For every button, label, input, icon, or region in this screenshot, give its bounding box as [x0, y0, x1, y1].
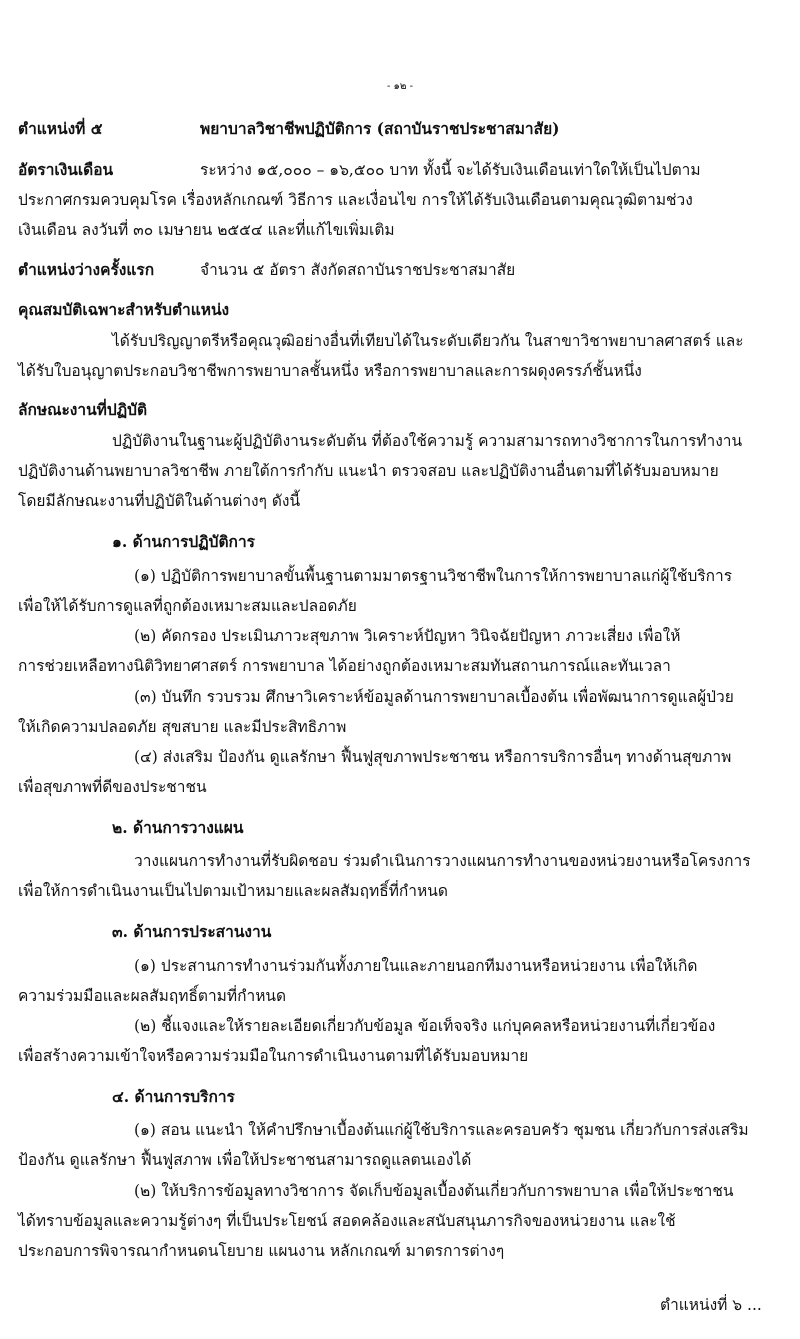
section-line: (๔) ส่งเสริม ป้องกัน ดูแลรักษา ฟื้นฟูสุขภาพประชาชน หรือการบริการอื่นๆ ทางด้านสุขภาพ — [134, 748, 732, 766]
qualification-heading: คุณสมบัติเฉพาะสำหรับตำแหน่ง — [18, 300, 230, 319]
section-line: เพื่อให้การดำเนินงานเป็นไปตามเป้าหมายและผลสัมฤทธิ์ที่กำหนด — [18, 882, 448, 900]
section-line: ความร่วมมือและผลสัมฤทธิ์ตามที่กำหนด — [18, 987, 287, 1005]
salary-label: อัตราเงินเดือน — [18, 160, 114, 179]
duty-line: ปฏิบัติงานด้านพยาบาลวิชาชีพ ภายใต้การกำกับ แนะนำ ตรวจสอบ และปฏิบัติงานอื่นตามที่ได้รับมอบหมาย — [18, 462, 719, 480]
salary-line: เงินเดือน ลงวันที่ ๓๐ เมษายน ๒๕๕๔ และที่แก้ไขเพิ่มเติม — [18, 221, 395, 239]
section-line: ป้องกัน ดูแลรักษา ฟื้นฟูสภาพ เพื่อให้ประชาชนสามารถดูแลตนเองได้ — [18, 1151, 472, 1169]
salary-line: ระหว่าง ๑๕,๐๐๐ – ๑๖,๕๐๐ บาท ทั้งนี้ จะได้รับเงินเดือนเท่าใดให้เป็นไปตาม — [200, 161, 701, 179]
section-heading: ๑. ด้านการปฏิบัติการ — [112, 532, 255, 551]
section-heading: ๓. ด้านการประสานงาน — [112, 922, 272, 941]
section-heading: ๔. ด้านการบริการ — [112, 1087, 235, 1106]
section-line: (๒) ชี้แจงและให้รายละเอียดเกี่ยวกับข้อมูล ข้อเท็จจริง แก่บุคคลหรือหน่วยงานที่เกี่ยวข้อง — [134, 1017, 716, 1035]
section-line: ประกอบการพิจารณากำหนดนโยบาย แผนงาน หลักเกณฑ์ มาตรการต่างๆ — [18, 1242, 505, 1260]
section-line: (๒) ให้บริการข้อมูลทางวิชาการ จัดเก็บข้อมูลเบื้องต้นเกี่ยวกับการพยาบาล เพื่อให้ประชาชน — [134, 1182, 734, 1200]
section-line: (๒) คัดกรอง ประเมินภาวะสุขภาพ วิเคราะห์ปัญหา วินิจฉัยปัญหา ภาวะเสี่ยง เพื่อให้ — [134, 627, 681, 645]
vacancy-label: ตำแหน่งว่างครั้งแรก — [18, 260, 155, 279]
section-line: (๑) ปฏิบัติการพยาบาลขั้นพื้นฐานตามมาตรฐานวิชาชีพในการให้การพยาบาลแก่ผู้ใช้บริการ — [134, 567, 733, 585]
section-line: วางแผนการทำงานที่รับผิดชอบ ร่วมดำเนินการวางแผนการทำงานของหน่วยงานหรือโครงการ — [134, 852, 751, 870]
section-line: ได้ทราบข้อมูลและความรู้ต่างๆ ที่เป็นประโยชน์ สอดคล้องและสนับสนุนภารกิจของหน่วยงาน และใช้ — [18, 1212, 676, 1230]
section-line: (๑) สอน แนะนำ ให้คำปรึกษาเบื้องต้นแก่ผู้ใช้บริการและครอบครัว ชุมชน เกี่ยวกับการส่งเสริม — [134, 1121, 749, 1139]
page-number: - ๑๒ - — [386, 81, 414, 92]
section-line: เพื่อให้ได้รับการดูแลที่ถูกต้องเหมาะสมและปลอดภัย — [18, 597, 357, 615]
position-label: ตำแหน่งที่ ๕ — [18, 119, 103, 138]
salary-line: ประกาศกรมควบคุมโรค เรื่องหลักเกณฑ์ วิธีการ และเงื่อนไข การให้ได้รับเงินเดือนตามคุณวุฒิตามช่วง — [18, 191, 693, 209]
vacancy-text: จำนวน ๕ อัตรา สังกัดสถาบันราชประชาสมาสัย — [200, 261, 516, 279]
position-title: พยาบาลวิชาชีพปฏิบัติการ (สถาบันราชประชาสมาสัย) — [200, 119, 560, 138]
duty-line: โดยมีลักษณะงานที่ปฏิบัติในด้านต่างๆ ดังนี้ — [18, 492, 301, 510]
section-line: ให้เกิดความปลอดภัย สุขสบาย และมีประสิทธิภาพ — [18, 718, 347, 736]
section-line: เพื่อสร้างความเข้าใจหรือความร่วมมือในการดำเนินงานตามที่ได้รับมอบหมาย — [18, 1047, 529, 1065]
section-heading: ๒. ด้านการวางแผน — [112, 818, 244, 837]
section-line: (๑) ประสานการทำงานร่วมกันทั้งภายในและภายนอกทีมงานหรือหน่วยงาน เพื่อให้เกิด — [134, 957, 698, 975]
section-line: เพื่อสุขภาพที่ดีของประชาชน — [18, 778, 207, 796]
section-line: (๓) บันทึก รวบรวม ศึกษาวิเคราะห์ข้อมูลด้านการพยาบาลเบื้องต้น เพื่อพัฒนาการดูแลผู้ป่วย — [134, 688, 734, 706]
footer-next-position: ตำแหน่งที่ ๖ ... — [660, 1296, 762, 1314]
duty-heading: ลักษณะงานที่ปฏิบัติ — [18, 400, 148, 419]
duty-line: ปฏิบัติงานในฐานะผู้ปฏิบัติงานระดับต้น ที่ต้องใช้ความรู้ ความสามารถทางวิชาการในการทำงาน — [112, 432, 743, 450]
qualification-line: ได้รับปริญญาตรีหรือคุณวุฒิอย่างอื่นที่เทียบได้ในระดับเดียวกัน ในสาขาวิชาพยาบาลศาสตร์ และ — [112, 332, 744, 350]
qualification-line: ได้รับใบอนุญาตประกอบวิชาชีพการพยาบาลชั้นหนึ่ง หรือการพยาบาลและการผดุงครรภ์ชั้นหนึ่ง — [18, 362, 642, 380]
section-line: การช่วยเหลือทางนิติวิทยาศาสตร์ การพยาบาล ได้อย่างถูกต้องเหมาะสมทันสถานการณ์และทันเวลา — [18, 657, 671, 675]
